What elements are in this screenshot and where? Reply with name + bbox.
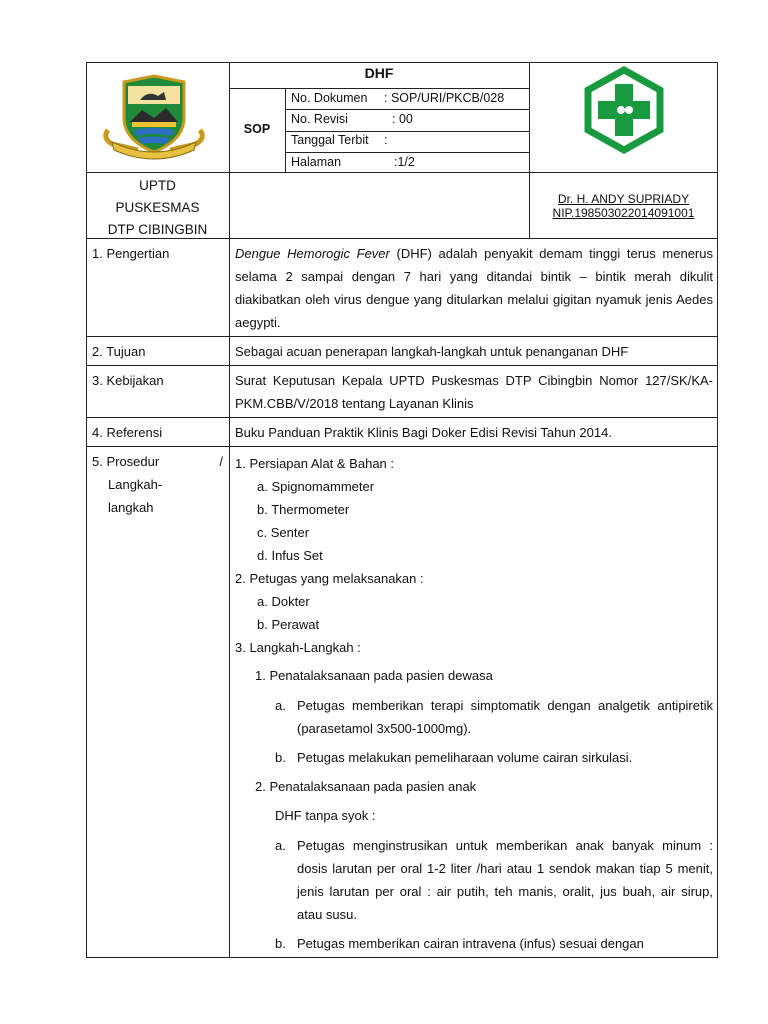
frame-line	[285, 88, 286, 172]
org-line-1: UPTD	[139, 178, 176, 193]
table-row	[87, 418, 718, 447]
list-marker: a.	[275, 698, 286, 713]
prosedur-label-b: Langkah-	[108, 477, 163, 492]
pengertian-body: (DHF) adalah penyakit demam tinggi terus menerus selama 2 sampai dengan 7 hari yang ditandai bintik – bintik merah dikulit diakibatkan oleh virus dengue yang ditularkan melalui gigitan nyamuk jenis Aedes aegypti.	[235, 246, 713, 330]
procedure-step: 3. Langkah-Langkah :	[235, 640, 361, 655]
issue-date-label: Tanggal Terbit	[291, 133, 369, 147]
table-row	[87, 337, 718, 366]
puskesmas-cross-logo	[582, 66, 666, 154]
doc-number-label: No. Dokumen	[291, 91, 368, 105]
page-value: :1/2	[394, 155, 415, 169]
prosedur-slash: /	[219, 454, 223, 469]
frame-line	[86, 172, 718, 173]
issue-date-value: :	[384, 133, 388, 147]
row-label: 3. Kebijakan	[87, 366, 230, 418]
procedure-step: 1. Persiapan Alat & Bahan :	[235, 456, 394, 471]
list-item: c. Senter	[257, 525, 310, 540]
kebijakan-text: Surat Keputusan Kepala UPTD Puskesmas DTP Cibingbin Nomor 127/SK/KA-PKM.CBB/V/2018 tentang Layanan Klinis	[230, 366, 718, 418]
procedure-step: 2. Petugas yang melaksanakan :	[235, 571, 424, 586]
list-marker: a.	[275, 838, 286, 853]
row-label: 1. Pengertian	[87, 239, 230, 337]
prosedur-content	[230, 447, 718, 958]
list-item	[235, 746, 713, 769]
frame-line	[86, 62, 718, 63]
frame-line	[285, 109, 529, 110]
sub-heading: DHF tanpa syok :	[275, 808, 376, 823]
doc-number-value: : SOP/URI/PKCB/028	[384, 91, 505, 105]
list-item	[235, 834, 713, 926]
frame-line	[229, 88, 529, 89]
sub-step: 1. Penatalaksanaan pada pasien dewasa	[255, 668, 493, 683]
document-title: DHF	[364, 65, 394, 81]
referensi-text: Buku Panduan Praktik Klinis Bagi Doker Edisi Revisi Tahun 2014.	[230, 418, 718, 447]
list-marker: b.	[275, 750, 286, 765]
table-row	[87, 447, 718, 958]
list-item: a. Spignomammeter	[257, 479, 375, 494]
prosedur-label-a: 5. Prosedur	[92, 454, 160, 469]
signer-name: Dr. H. ANDY SUPRIADY	[557, 192, 690, 206]
row-label: 2. Tujuan	[87, 337, 230, 366]
list-text: Petugas melakukan pemeliharaan volume cairan sirkulasi.	[297, 750, 633, 765]
pengertian-text	[230, 239, 718, 337]
regency-coat-of-arms-logo	[98, 72, 210, 162]
sop-label: SOP	[243, 122, 271, 136]
list-item: b. Thermometer	[257, 502, 350, 517]
sop-header	[86, 62, 718, 238]
sub-step: 2. Penatalaksanaan pada pasien anak	[255, 779, 477, 794]
prosedur-label-c: langkah	[108, 500, 154, 515]
page-label: Halaman	[291, 155, 342, 169]
list-item: a. Dokter	[257, 594, 310, 609]
list-text: Petugas memberikan cairan intravena (infus) sesuai dengan	[297, 936, 644, 951]
frame-line	[285, 152, 529, 153]
tujuan-text: Sebagai acuan penerapan langkah-langkah untuk penanganan DHF	[230, 337, 718, 366]
table-row	[87, 239, 718, 337]
org-line-3: DTP CIBINGBIN	[107, 222, 208, 237]
pengertian-term: Dengue Hemorogic Fever	[235, 246, 390, 261]
prosedur-label-line	[92, 450, 225, 473]
list-text: Petugas menginstrusikan untuk memberikan anak banyak minum : dosis larutan per oral 1-2 liter /hari atau 1 sendok makan tiap 5 menit, jenis larutan per oral : air putih, teh manis, oralit, jus buah, air sirup, atau susu.	[297, 838, 713, 922]
prosedur-label	[87, 447, 230, 958]
list-item: d. Infus Set	[257, 548, 323, 563]
row-label: 4. Referensi	[87, 418, 230, 447]
list-text: Petugas memberikan terapi simptomatik dengan analgetik antipiretik (parasetamol 3x500-1000mg).	[297, 698, 713, 736]
list-item: b. Perawat	[257, 617, 320, 632]
list-item	[235, 694, 713, 740]
org-line-2: PUSKESMAS	[115, 200, 200, 215]
list-marker: b.	[275, 936, 286, 951]
revision-label: No. Revisi	[291, 112, 348, 126]
revision-value: : 00	[392, 112, 413, 126]
sop-content-table	[86, 238, 718, 958]
signer-nip: NIP.198503022014091001	[552, 206, 695, 220]
table-row	[87, 366, 718, 418]
list-item	[235, 932, 713, 955]
sop-body	[86, 238, 718, 958]
